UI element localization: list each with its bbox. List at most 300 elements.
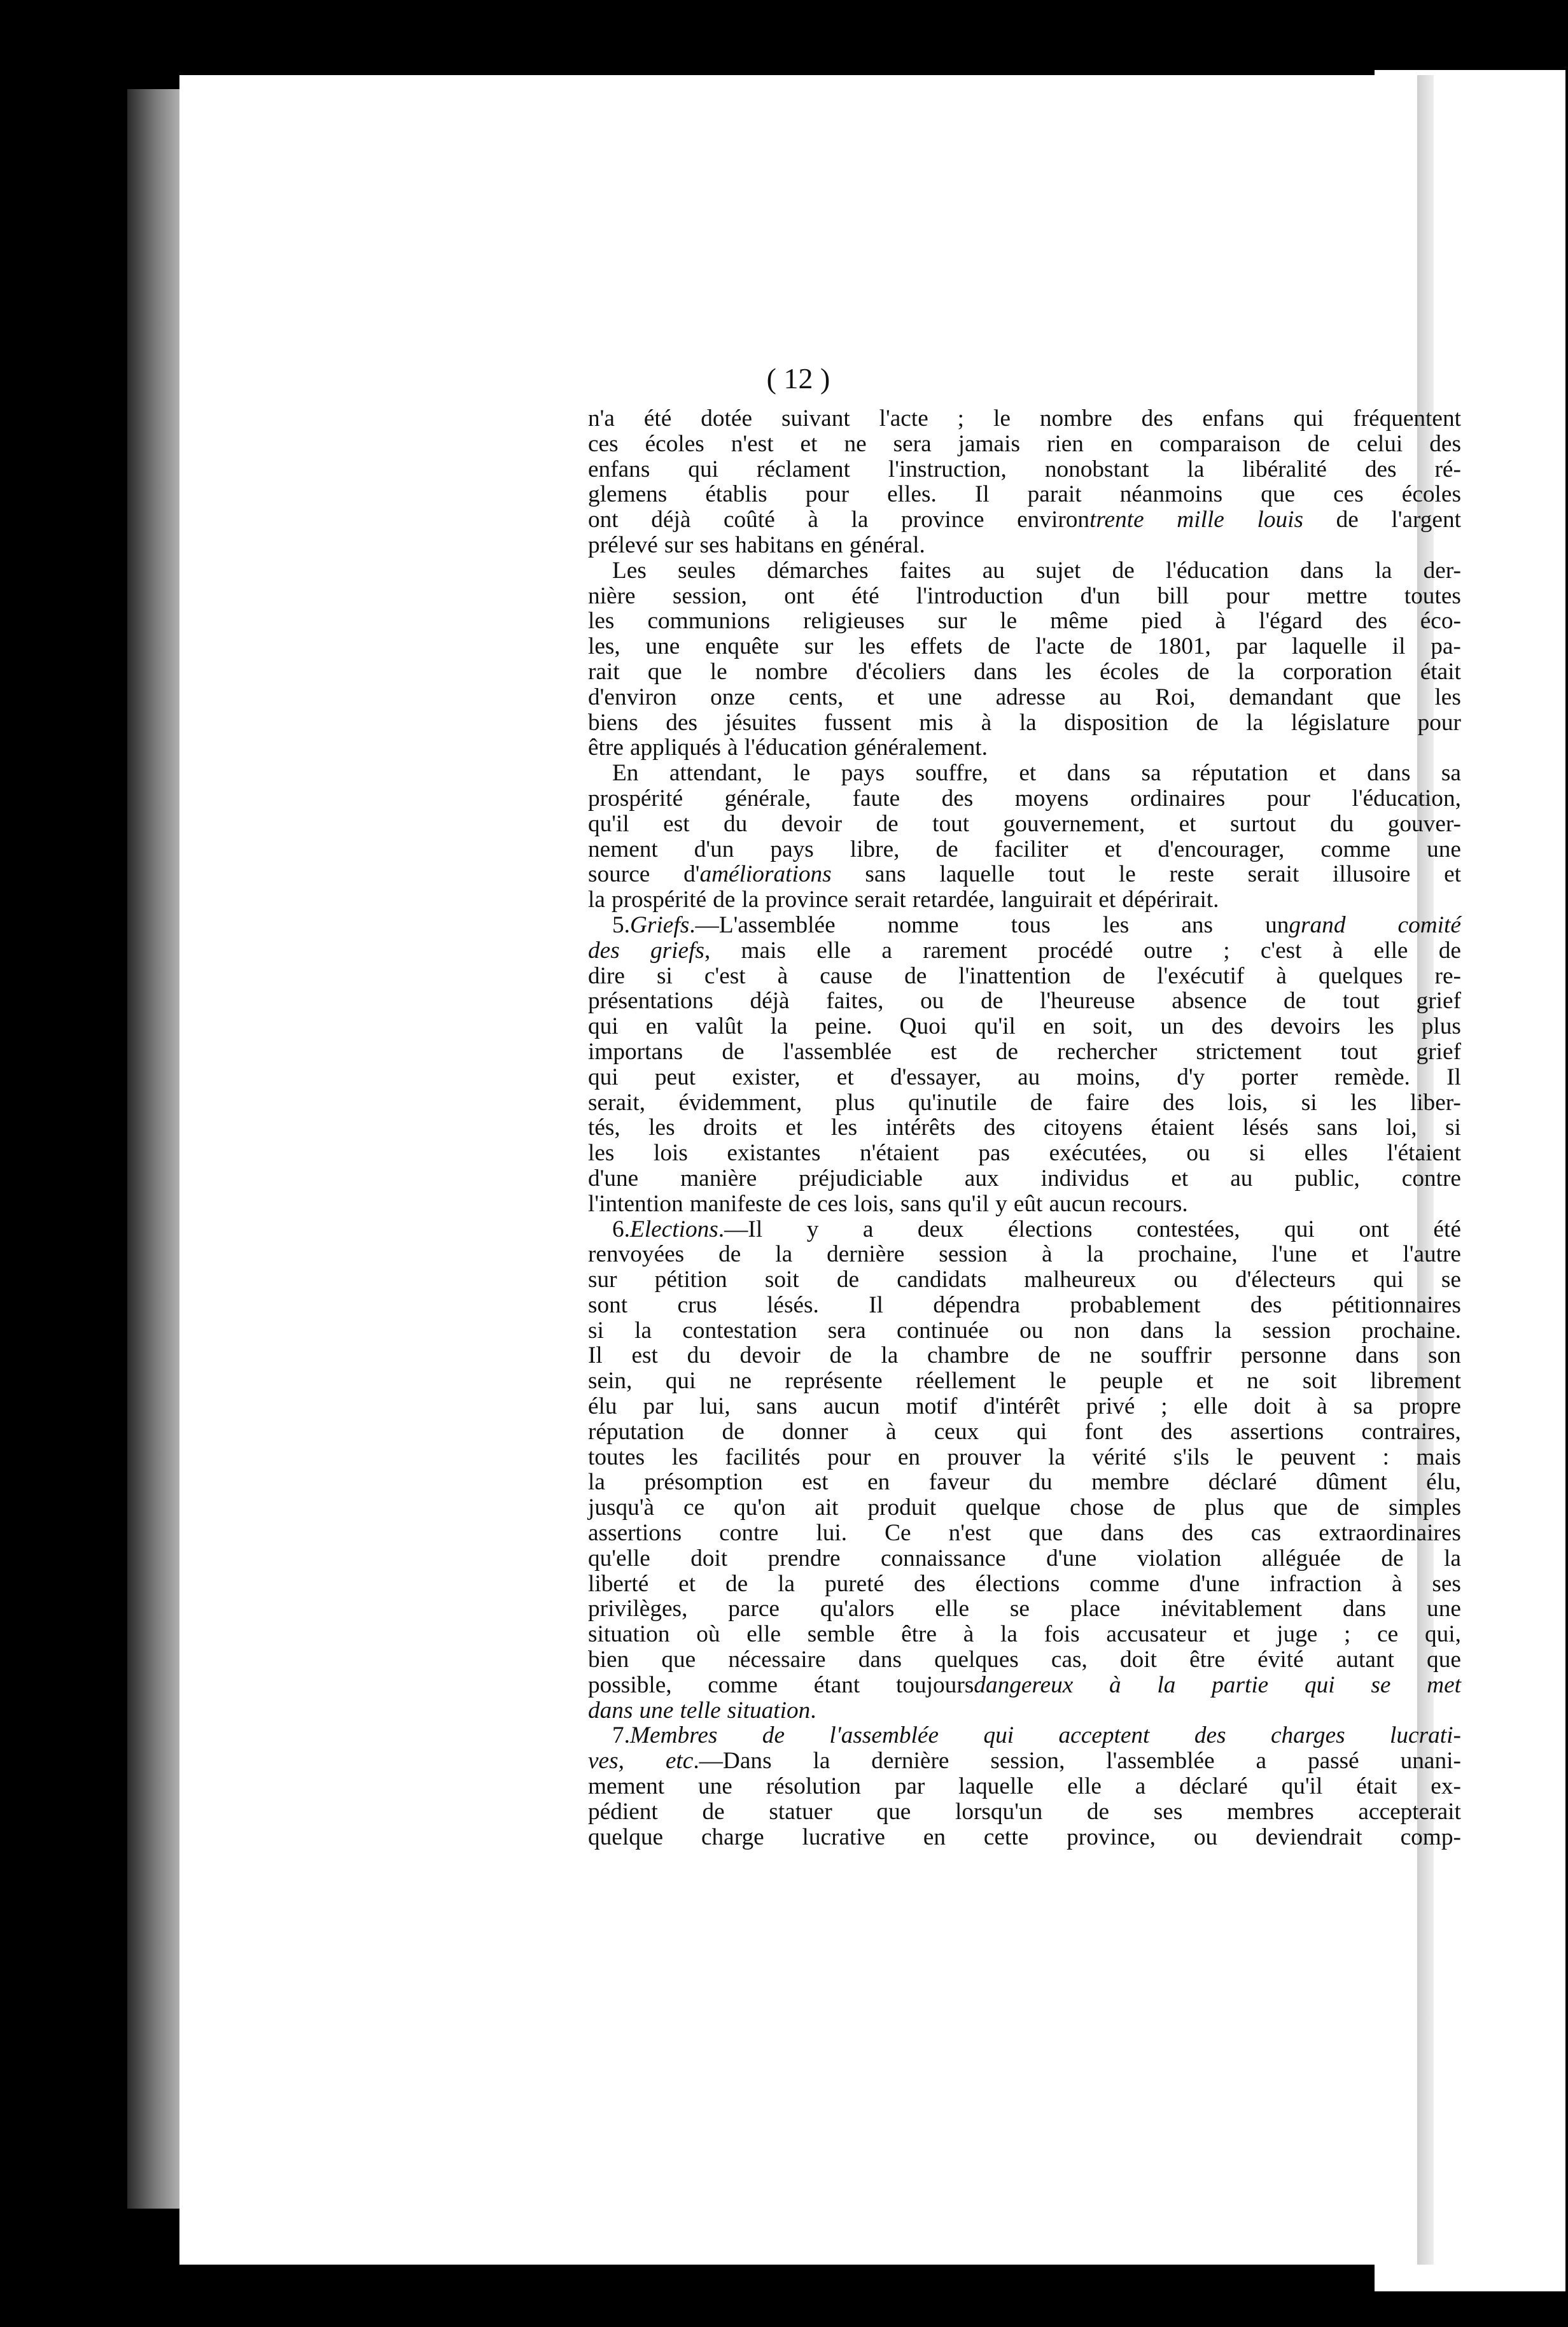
word: lui, [699,1393,731,1420]
word: de [1381,1545,1404,1571]
word: tés, [588,1114,620,1141]
word: a [862,1216,874,1242]
word: public, [1294,1165,1360,1192]
word: habitans [735,531,815,558]
word: l'instruction, [888,456,1007,482]
word: des [1161,1418,1193,1445]
word: procédé [1038,937,1114,964]
word: grief [1416,988,1461,1015]
word: que [647,658,682,685]
word: y [995,1190,1007,1217]
word: autant [1336,1647,1394,1673]
word: dûment [1315,1469,1387,1496]
word: elle [816,937,851,964]
word: : [1382,1444,1389,1470]
word: de [1038,1342,1061,1369]
word: dans [588,1697,633,1724]
word: pa- [1431,633,1461,660]
word: des [941,785,974,812]
word: une [927,684,962,710]
text-line [588,1596,1461,1622]
word: d'intérêt [983,1393,1060,1420]
word: exécutées, [1049,1140,1147,1167]
word: déclaré [1179,1773,1248,1800]
word: pour [1266,785,1311,812]
word: ces [1333,481,1364,508]
word: d'une [588,1165,639,1192]
word: de [702,1798,725,1825]
word: élections [1007,1216,1093,1242]
word: comme [708,1671,778,1698]
word: prouver [947,1444,1021,1470]
word: qui [665,1368,696,1395]
text-line [588,634,1461,659]
word: pays [770,836,814,862]
word: ne [1247,1368,1270,1395]
word: la [588,1469,605,1496]
word: une [639,1697,674,1724]
word: c'est [1260,937,1302,964]
word: elles. [887,481,937,508]
word: nière [588,582,636,609]
word: peuple [1100,1368,1163,1395]
word: est [631,1342,658,1369]
word: sans [900,1190,942,1217]
word: dépendra [933,1291,1021,1318]
word: coûté [723,507,775,533]
word: déjà [750,988,790,1015]
word: d'environ [588,684,677,710]
word: suivant [781,405,850,432]
word: réellement [916,1368,1016,1395]
word: des [1364,456,1397,482]
word: serait [855,887,906,913]
word: rien [1046,430,1084,457]
word: cause [820,962,873,989]
word: si [1249,1140,1266,1167]
word: communions [647,608,771,635]
word: province [901,507,984,533]
word: doit [690,1545,728,1571]
word: si [1301,1089,1317,1116]
word: faites [899,557,951,584]
word: de [836,1267,860,1293]
word: possible, [588,1671,672,1698]
word: partie [1212,1671,1269,1698]
word: dans [858,1647,902,1673]
word: propre [1399,1393,1461,1420]
word: laquelle [958,1773,1034,1800]
word: de [1336,1494,1360,1521]
word: lorsqu'un [955,1798,1043,1825]
word: produit [867,1494,937,1521]
word: inévitablement [1161,1596,1302,1622]
text-line [588,761,1461,786]
word: la [1019,709,1037,736]
word: ou [1019,1317,1044,1344]
word: manière [680,1165,757,1192]
word: acceptent [1058,1722,1150,1749]
word: de [1102,962,1126,989]
word: candidats [897,1267,987,1293]
text-line [588,406,1461,432]
word: en [897,1444,921,1470]
text-line [588,862,1461,887]
word: de [1438,937,1461,964]
word: réclament [756,456,850,482]
text-line [588,558,1461,584]
word: prochaine. [1361,1317,1461,1344]
word: et [1351,1241,1369,1268]
word: en [645,1013,668,1040]
word: la [851,507,869,533]
word: même [1050,608,1109,635]
word: de [1030,1089,1053,1116]
page-number: ( 12 ) [766,362,830,395]
word: mille [1177,507,1224,533]
word: source [588,861,650,888]
word: ordinaires [1130,785,1226,812]
word: ses [1153,1798,1183,1825]
word: par [894,1773,925,1800]
word: valût [695,1013,743,1040]
word: Il [869,1291,884,1318]
word: la [1086,1241,1104,1268]
word: et [877,684,895,710]
word: a [1256,1748,1267,1775]
word: dans [974,658,1018,685]
word: nombre [755,658,828,685]
word: à [1215,608,1226,635]
word: éco- [1420,608,1461,635]
word: s'ils [1173,1444,1210,1470]
word: sur [588,1267,617,1293]
word: une [1427,836,1461,862]
text-line [588,1318,1461,1344]
word: il [1392,633,1406,660]
word: à [981,709,992,736]
word: elles [1304,1140,1348,1167]
word: celui [1356,430,1403,457]
word: session [939,1241,1008,1268]
word: jusqu'à [588,1494,655,1521]
word: la [1214,1317,1232,1344]
word: qui [1293,405,1324,432]
word: a [1135,1773,1146,1800]
text-line [588,1115,1461,1141]
word: Ce [885,1520,911,1547]
word: des [1355,608,1387,635]
word: illusoire [1333,861,1411,888]
word: tout [1340,1038,1378,1065]
word: dans [1300,557,1344,584]
word: qu'il [1281,1773,1323,1800]
word: l'éducation [1165,557,1269,584]
word: session [1262,1317,1331,1344]
word: nécessaire [728,1647,826,1673]
word: sa [1353,1393,1373,1420]
word: ce [683,1494,705,1521]
word: environtrente [1017,507,1144,533]
word: tout [1048,861,1086,888]
word: ou [1186,1140,1210,1167]
word: devoir [739,1342,801,1369]
word: adresse [995,684,1066,710]
word: d'encourager, [1158,836,1285,862]
word: biens [588,709,638,736]
word: comp- [1400,1824,1461,1850]
word: Quoi [899,1013,948,1040]
word: et [836,1064,854,1090]
word: à [1317,1393,1327,1420]
word: comité [1397,911,1461,938]
word: que [661,1647,696,1673]
word: serait [1247,861,1299,888]
word: au [982,557,1005,584]
word: liber- [1410,1089,1461,1116]
word: glemens [588,481,668,508]
word: générale, [724,785,811,812]
word: une [1427,1596,1461,1622]
word: lucrati- [1390,1722,1461,1749]
word: faciliter [994,836,1068,862]
word: se [1441,1267,1461,1293]
word: à [1391,1570,1403,1597]
word: la [778,1570,795,1597]
word: soit, [1093,1013,1133,1040]
text-line [588,1242,1461,1267]
word: si [657,962,673,989]
word: nomme [887,911,959,938]
word: nombre [1039,405,1112,432]
word: rarement [923,937,1007,964]
word: n'a [588,405,615,432]
word: eût [1013,1190,1043,1217]
word: dans [1067,760,1111,787]
word: charge [701,1824,764,1850]
word: 5.Griefs.—L'assemblée [612,911,836,938]
word: Il [588,1342,603,1369]
word: un [1160,1013,1184,1040]
word: à [808,507,818,533]
word: est [802,1469,829,1496]
word: et [1444,861,1461,888]
word: si [588,1317,604,1344]
word: ; [957,405,965,432]
word: lui. [816,1520,848,1547]
word: vérité [1092,1444,1147,1470]
word: ré- [1434,456,1461,482]
word: d'y [1177,1064,1205,1090]
word: la [1000,1621,1018,1648]
word: doit [1119,1647,1158,1673]
word: jamais [958,430,1020,457]
word: sa [1441,760,1461,787]
word: soit [764,1267,799,1293]
word: des [666,709,697,736]
word: la [741,887,759,913]
word: outre [1144,937,1193,964]
word: le [1118,861,1136,888]
text-line [588,1293,1461,1318]
word: et [1179,810,1196,837]
word: situation [588,1621,670,1648]
word: d'un [1080,582,1121,609]
word: la [588,887,605,913]
word: du [724,810,748,837]
word: et [1233,1621,1250,1648]
word: assertions [588,1520,682,1547]
word: font [1084,1418,1123,1445]
word: infraction [1269,1570,1362,1597]
word: est [930,1038,957,1065]
text-line [588,584,1461,609]
word: rait [588,658,620,685]
word: sur [664,531,694,558]
word: être [901,1621,937,1648]
word: et [1319,760,1336,787]
word: privilèges, [588,1596,688,1622]
word: établis [705,481,767,508]
text-line [588,1521,1461,1546]
word: le [1049,1368,1067,1395]
word: la [770,1013,788,1040]
word: en [867,1469,890,1496]
word: été [643,405,672,432]
word: qui [588,1013,619,1040]
text-line [588,1698,1461,1724]
word: l'une [1271,1241,1317,1268]
word: strictement [1196,1038,1302,1065]
word: libre, [850,836,900,862]
word: appliqués [629,735,721,761]
word: d'électeurs [1235,1267,1336,1293]
text-line [588,1445,1461,1470]
word: plus [1421,1013,1461,1040]
word: l'autre [1403,1241,1461,1268]
word: deux [917,1216,964,1242]
word: et [1171,1165,1189,1192]
word: été [1433,1216,1461,1242]
word: 7.Membres [612,1722,718,1749]
word: laquelle [1291,633,1367,660]
word: et [1098,887,1116,913]
word: et [1019,760,1037,787]
text-line [588,1267,1461,1293]
word: sur [804,633,834,660]
word: individus [1040,1165,1130,1192]
word: ; [1223,937,1230,964]
word: etc.—Dans [665,1748,772,1775]
word: des [1163,1089,1194,1116]
word: la [881,1342,899,1369]
word: que [876,1798,911,1825]
word: ex- [1431,1773,1461,1800]
word: qui [1373,1267,1404,1293]
word: quelques [934,1647,1019,1673]
word: seules [677,557,736,584]
word: de [1196,709,1219,736]
word: l'assemblée [783,1038,892,1065]
word: lucrative [802,1824,885,1850]
word: que [1261,481,1296,508]
word: des [1211,1013,1243,1040]
word: surtout [1229,810,1296,837]
word: Roi, [1155,684,1196,710]
word: elle [935,1596,970,1622]
word: unani- [1400,1748,1461,1775]
word: mettre [1306,582,1368,609]
word: parait [1027,481,1082,508]
word: que [1273,1494,1308,1521]
word: des [1250,1291,1282,1318]
word: l'argent [1391,507,1461,533]
word: l'intention [588,1190,683,1217]
word: de [1187,658,1210,685]
word: onze [710,684,755,710]
word: dans [1355,1342,1399,1369]
word: moins, [1076,1064,1141,1090]
word: réputation [588,1418,685,1445]
word: à [1332,937,1343,964]
word: évité [1257,1647,1304,1673]
word: ou [1173,1267,1198,1293]
word: quelque [965,1494,1041,1521]
text-line [588,988,1461,1014]
word: de [995,1038,1018,1065]
word: qui, [1424,1621,1461,1648]
word: élu [588,1393,617,1420]
word: reste [1169,861,1214,888]
word: évidemment, [678,1089,802,1116]
word: parce [728,1596,780,1622]
word: du [1028,1469,1053,1496]
text-line [588,1748,1461,1774]
word: ces [588,430,619,457]
word: demandant [1229,684,1333,710]
word: importans [588,1038,683,1065]
word: enfans [1202,405,1264,432]
word: par [1236,633,1267,660]
word: intérêts [885,1114,956,1141]
word: nonobstant [1044,456,1149,482]
word: porter [1241,1064,1298,1090]
word: assertions [1230,1418,1324,1445]
word: jésuites [725,709,797,736]
word: comme [1089,1570,1159,1597]
word: enquête [705,633,780,660]
word: bill [1157,582,1189,609]
word: ; [1161,1393,1168,1420]
text-line [588,685,1461,710]
word: les [1102,911,1130,938]
text-line [588,1723,1461,1748]
word: personne [1240,1342,1327,1369]
word: province, [1067,1824,1156,1850]
text-line [588,1065,1461,1090]
word: général. [849,531,925,558]
word: privé [1086,1393,1135,1420]
text-line [588,1343,1461,1368]
word: qui [1284,1216,1315,1242]
word: été [851,582,879,609]
word: moyens [1014,785,1089,812]
word: des [588,937,620,964]
word: devoir [781,810,843,837]
word: élu, [1426,1469,1461,1496]
text-line [588,533,1461,558]
word: peuvent [1280,1444,1356,1470]
